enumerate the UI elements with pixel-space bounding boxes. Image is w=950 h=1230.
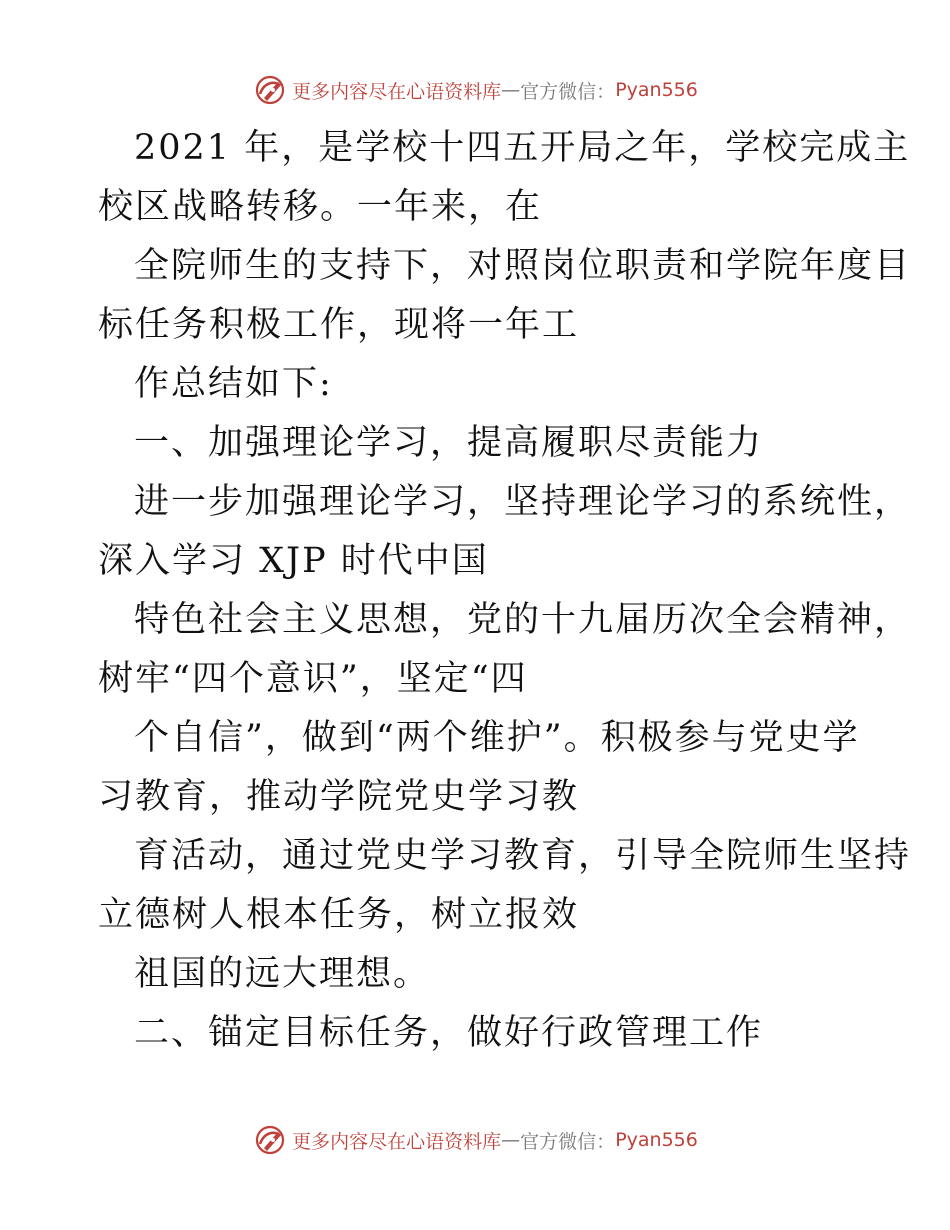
watermark-brand-text: 更多内容尽在心语资料库 — [292, 80, 502, 103]
paragraph-line: 树牢“四个意识”，坚定“四 — [98, 659, 528, 699]
pen-swirl-logo-icon — [252, 1122, 288, 1158]
paragraph-line: 育活动，通过党史学习教育，引导全院师生坚持 — [134, 836, 912, 876]
paragraph-line: 个自信”，做到“两个维护”。积极参与党史学 — [134, 718, 860, 758]
paragraph-line: 全院师生的支持下，对照岗位职责和学院年度目 — [134, 246, 912, 286]
paragraph-line: 立德树人根本任务，树立报效 — [98, 895, 580, 935]
pen-swirl-logo-icon — [252, 72, 288, 108]
watermark-dash: — — [501, 79, 521, 101]
section-heading: 一、加强理论学习，提高履职尽责能力 — [134, 423, 764, 463]
footer-watermark — [0, 1120, 950, 1160]
paragraph-line: 祖国的远大理想。 — [134, 954, 431, 994]
watermark-wechat-id: Pyan556 — [615, 79, 698, 101]
section-heading: 二、锚定目标任务，做好行政管理工作 — [134, 1013, 764, 1053]
paragraph-line: 特色社会主义思想，党的十九届历次全会精神， — [134, 600, 912, 640]
header-watermark — [0, 70, 950, 110]
paragraph-line: 作总结如下: — [134, 364, 333, 404]
paragraph-line: 校区战略转移。一年来，在 — [98, 187, 543, 227]
paragraph-line: 2021 年，是学校十四五开局之年，学校完成主 — [134, 128, 911, 168]
watermark-brand-text: 更多内容尽在心语资料库 — [292, 1130, 502, 1153]
paragraph-line: 习教育，推动学院党史学习教 — [98, 777, 580, 817]
paragraph-line: 进一步加强理论学习，坚持理论学习的系统性， — [134, 482, 912, 522]
watermark-wechat-id: Pyan556 — [615, 1129, 698, 1151]
watermark-official-label: 官方微信： — [520, 1130, 616, 1153]
document-body — [98, 119, 912, 1063]
paragraph-line: 深入学习 XJP 时代中国 — [98, 541, 489, 581]
watermark-official-label: 官方微信： — [520, 80, 616, 103]
paragraph-line: 标任务积极工作，现将一年工 — [98, 305, 580, 345]
watermark-dash: — — [501, 1129, 521, 1151]
